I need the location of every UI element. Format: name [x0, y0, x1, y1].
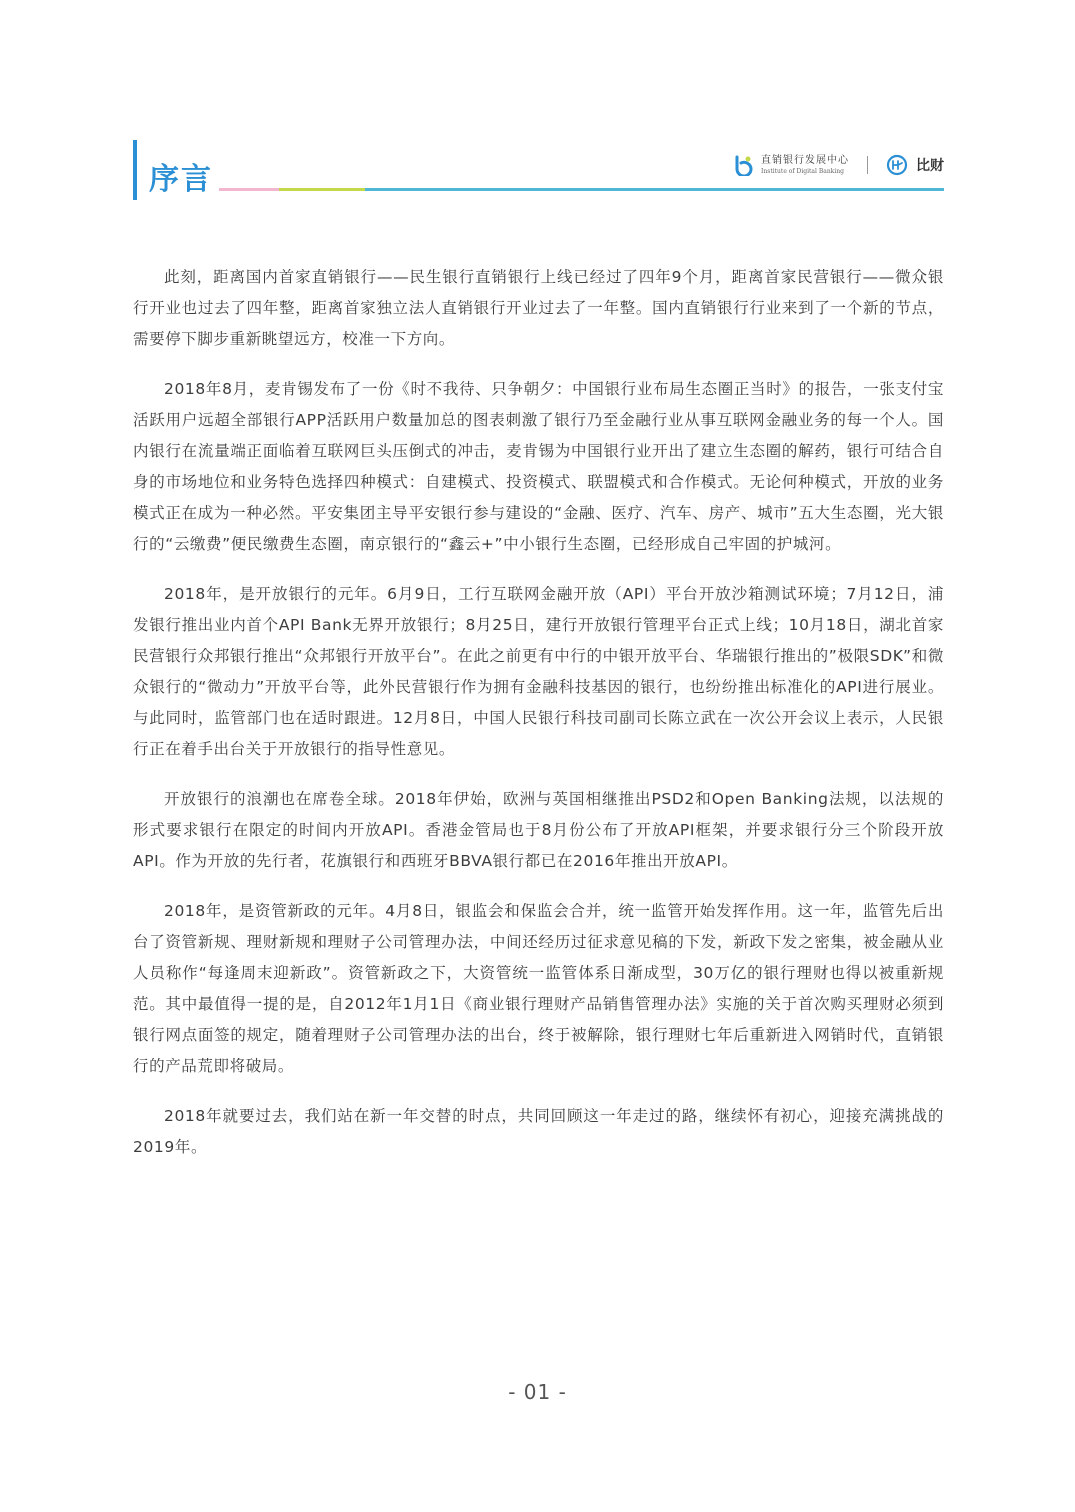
paragraph: 2018年，是开放银行的元年。6月9日，工行互联网金融开放（API）平台开放沙箱测试环境；7月12日，浦发银行推出业内首个API Bank无界开放银行；8月25日，建行开放银行管理平台正式上线；10月18日，湖北首家民营银行众邦银行推出“众邦银行开放平台”。在此之前更有中行的中银开放平台、华瑞银行推出的”极限SDK”和微众银行的“微动力”开放平台等，此外民营银行作为拥有金融科技基因的银行，也纷纷推出标准化的API进行展业。与此同时，监管部门也在适时跟进。12月8日，中国人民银行科技司副司长陈立武在一次公开会议上表示，人民银行正在着手出台关于开放银行的指导性意见。 — [133, 585, 944, 758]
divider-lime-segment — [279, 188, 365, 191]
divider-pink-segment — [219, 188, 279, 191]
preface-body — [133, 262, 944, 1182]
bicai-logo-icon — [886, 154, 908, 176]
paragraph: 2018年，是资管新政的元年。4月8日，银监会和保监会合并，统一监管开始发挥作用。这一年，监管先后出台了资管新规、理财新规和理财子公司管理办法，中间还经历过征求意见稿的下发，新政下发之密集，被金融从业人员称作“每逢周末迎新政”。资管新政之下，大资管统一监管体系日渐成型，30万亿的银行理财也得以被重新规范。其中最值得一提的是，自2012年1月1日《商业银行理财产品销售管理办法》实施的关于首次购买理财必须到银行网点面签的规定，随着理财子公司管理办法的出台，终于被解除，银行理财七年后重新进入网销时代，直销银行的产品荒即将破局。 — [133, 902, 944, 1075]
institute-name-en: Institute of Digital Banking — [761, 167, 844, 175]
institute-name-cn: 直销银行发展中心 — [761, 154, 849, 166]
divider-teal-segment — [365, 188, 944, 191]
paragraph: 此刻，距离国内首家直销银行——民生银行直销银行上线已经过了四年9个月，距离首家民营银行——微众银行开业也过去了四年整，距离首家独立法人直销银行开业过去了一年整。国内直销银行行业来到了一个新的节点，需要停下脚步重新眺望远方，校准一下方向。 — [133, 268, 944, 348]
page-header — [133, 140, 944, 202]
page-number: - 01 - — [508, 1380, 567, 1404]
bicai-logo-text: 比财 — [916, 158, 944, 174]
logo-separator — [867, 156, 868, 174]
header-logos — [733, 150, 944, 180]
paragraph: 2018年8月，麦肯锡发布了一份《时不我待、只争朝夕：中国银行业布局生态圈正当时》的报告，一张支付宝活跃用户远超全部银行APP活跃用户数量加总的图表刺激了银行乃至金融行业从事互联网金融业务的每一个人。国内银行在流量端正面临着互联网巨头压倒式的冲击，麦肯锡为中国银行业开出了建立生态圈的解药，银行可结合自身的市场地位和业务特色选择四种模式：自建模式、投资模式、联盟模式和合作模式。无论何种模式，开放的业务模式正在成为一种必然。平安集团主导平安银行参与建设的“金融、医疗、汽车、房产、城市”五大生态圈，光大银行的“云缴费”便民缴费生态圈，南京银行的“鑫云+”中小银行生态圈，已经形成自己牢固的护城河。 — [133, 380, 944, 553]
paragraph: 2018年就要过去，我们站在新一年交替的时点，共同回顾这一年走过的路，继续怀有初心，迎接充满挑战的2019年。 — [133, 1107, 944, 1156]
digital-banking-institute-logo — [733, 154, 849, 176]
title-accent-bar — [133, 140, 137, 200]
paragraph: 开放银行的浪潮也在席卷全球。2018年伊始，欧洲与英国相继推出PSD2和Open Banking法规，以法规的形式要求银行在限定的时间内开放API。香港金管局也于8月份公布了开放API框架，并要求银行分三个阶段开放API。作为开放的先行者，花旗银行和西班牙BBVA银行都已在2016年推出开放API。 — [133, 790, 944, 870]
bicai-logo — [886, 154, 944, 176]
header-divider — [219, 188, 944, 191]
page-title: 序言 — [149, 162, 213, 197]
institute-logo-icon — [733, 154, 755, 176]
